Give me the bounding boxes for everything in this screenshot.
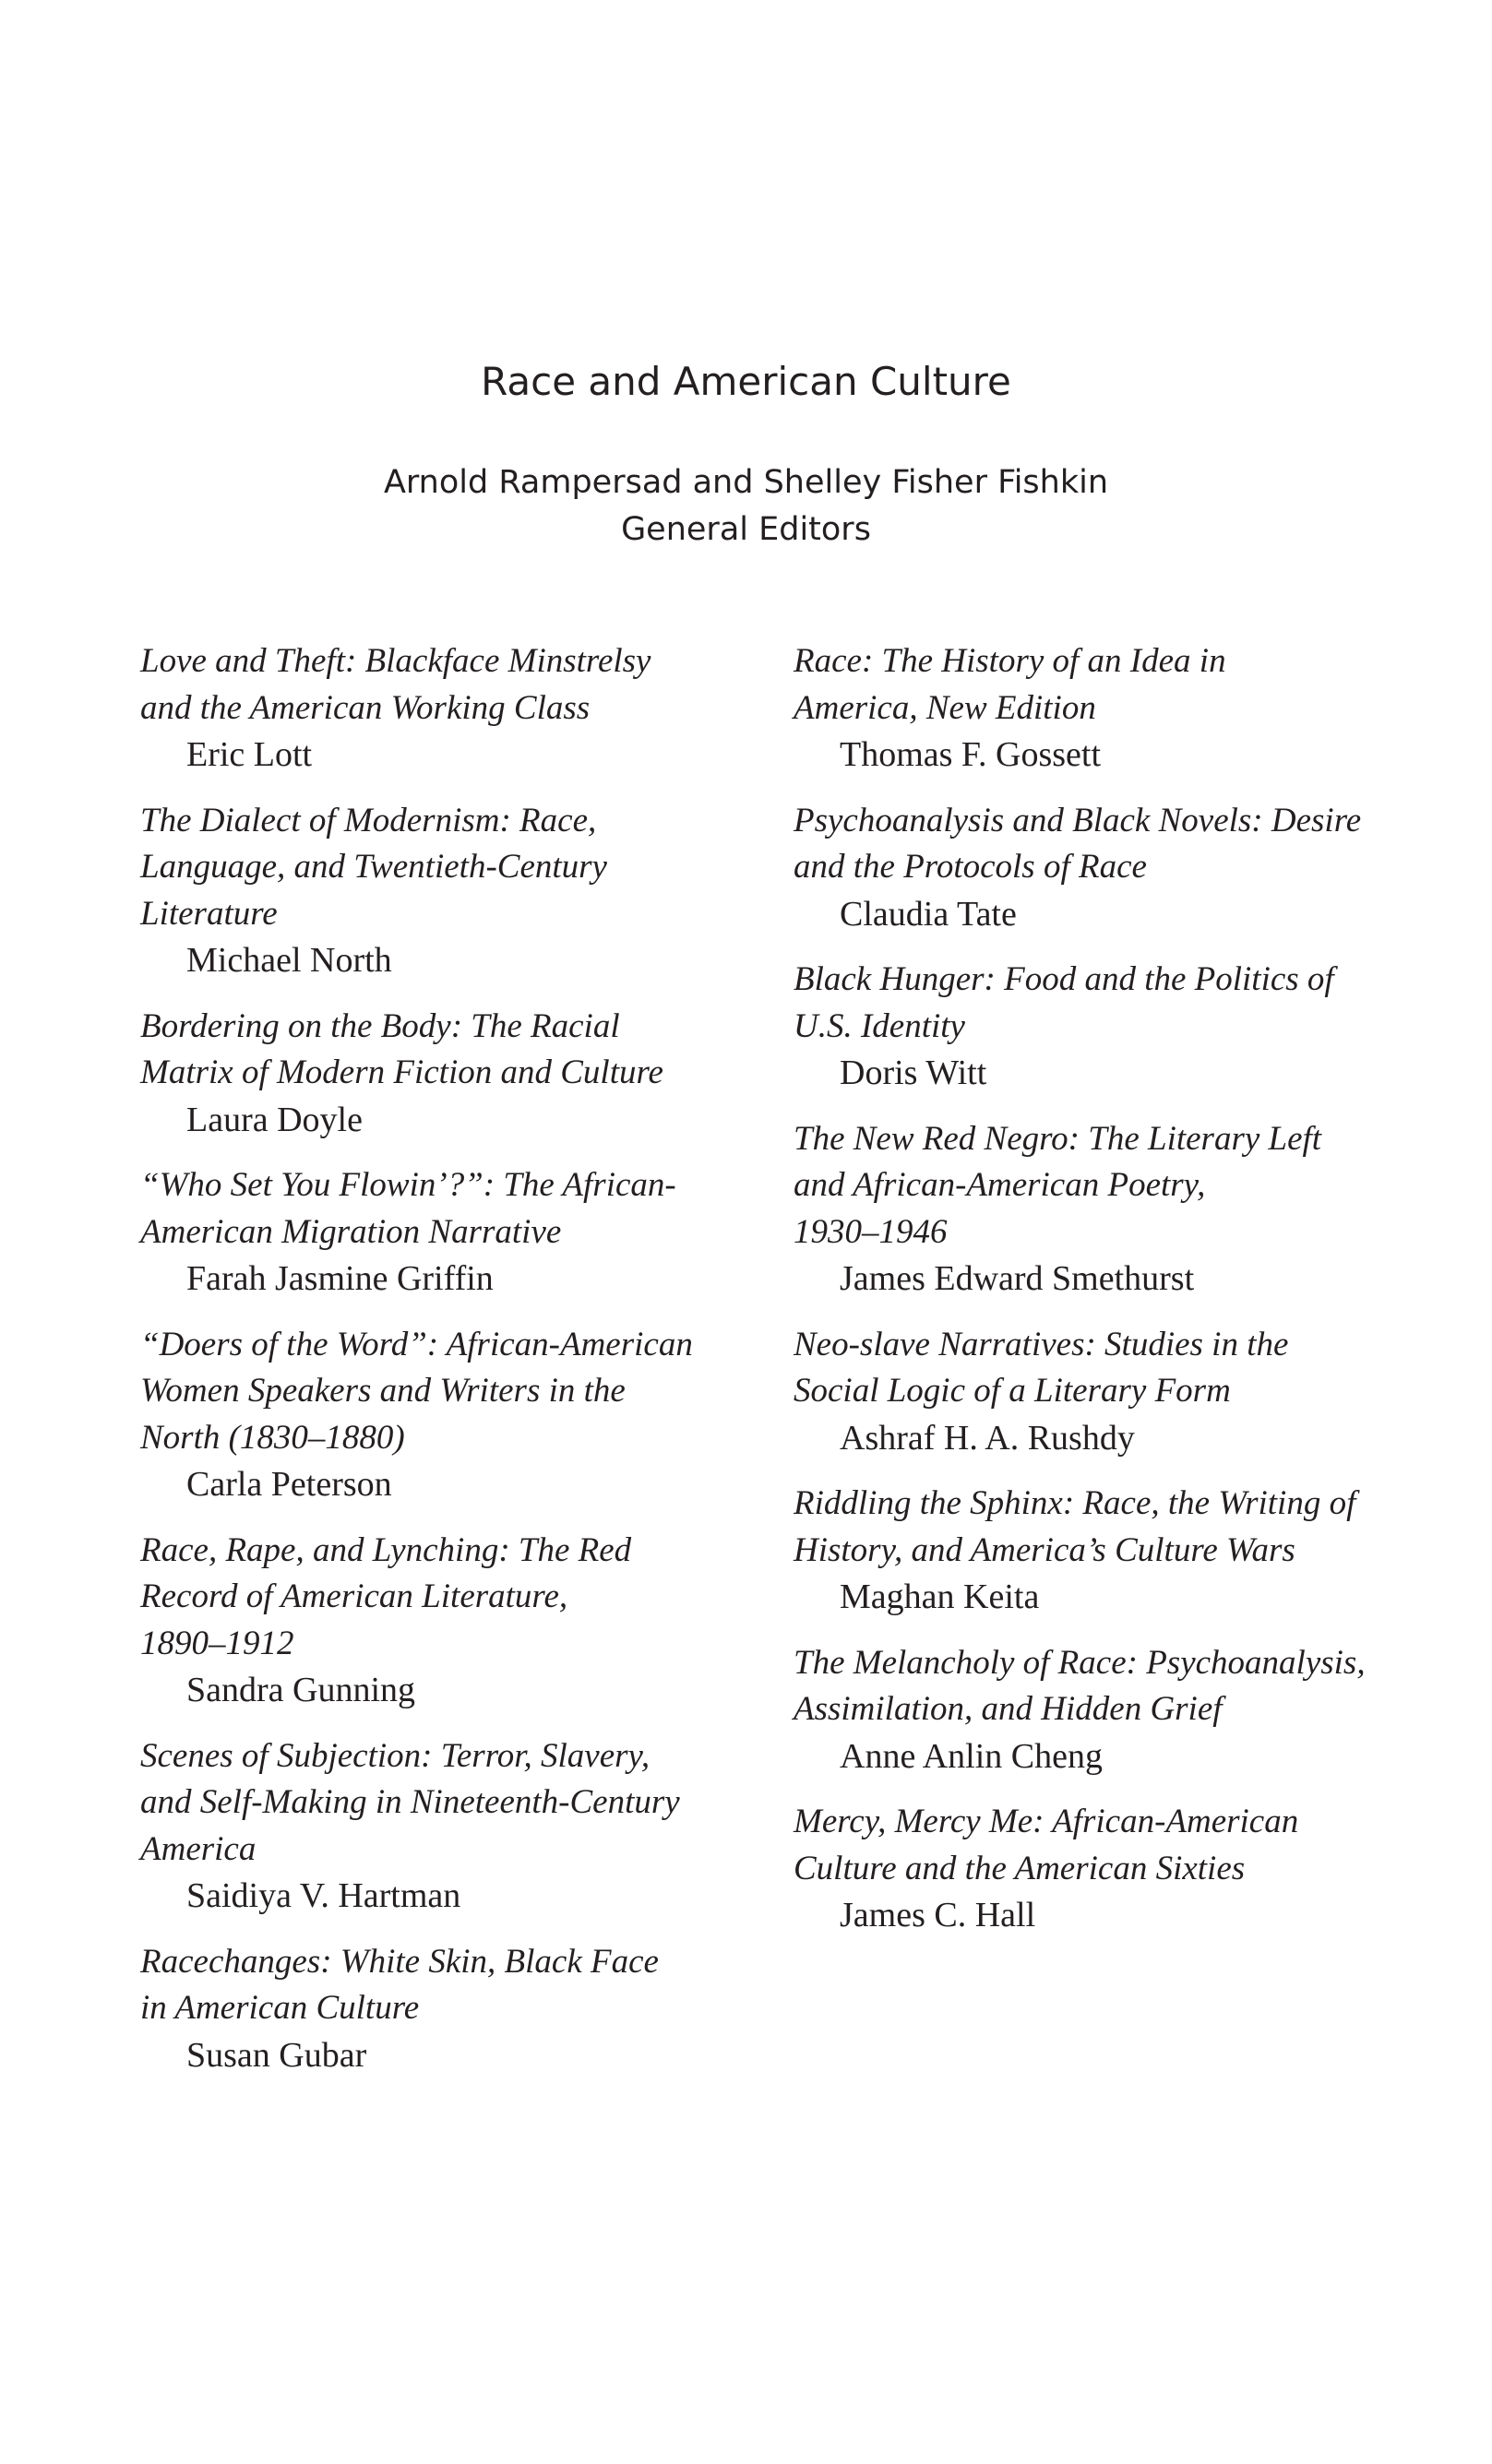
book-title-line: The New Red Negro: The Literary Left <box>794 1119 1322 1158</box>
general-editors <box>0 459 1492 554</box>
editors-role: General Editors <box>621 511 871 548</box>
book-title-line: Literature <box>140 894 278 933</box>
book-entry <box>794 638 1402 779</box>
book-author: Anne Anlin Cheng <box>840 1736 1103 1776</box>
book-title-line: 1930–1946 <box>794 1212 948 1251</box>
book-title-line: Riddling the Sphinx: Race, the Writing of <box>794 1484 1356 1522</box>
book-title-line: “Doers of the Word”: African-American <box>140 1325 693 1363</box>
book-entry <box>140 798 749 984</box>
book-title-line: Culture and the American Sixties <box>794 1849 1246 1887</box>
book-entry <box>140 1162 749 1303</box>
book-title-line: America, New Edition <box>794 688 1096 727</box>
book-author: Michael North <box>186 941 392 980</box>
series-list-right-column <box>794 638 1402 1958</box>
book-author: Farah Jasmine Griffin <box>186 1259 494 1298</box>
book-entry <box>140 1939 749 2079</box>
book-title-line: and African-American Poetry, <box>794 1166 1206 1204</box>
book-entry <box>794 1640 1402 1780</box>
book-author: Eric Lott <box>186 735 313 774</box>
book-entry <box>794 798 1402 938</box>
book-author: James Edward Smethurst <box>840 1259 1195 1298</box>
book-title-line: The Melancholy of Race: Psychoanalysis, <box>794 1643 1366 1682</box>
book-entry <box>794 1116 1402 1303</box>
book-author: Carla Peterson <box>186 1465 392 1504</box>
book-entry <box>794 1481 1402 1621</box>
book-title-line: Racechanges: White Skin, Black Face <box>140 1942 659 1981</box>
book-title-line: “Who Set You Flowin’?”: The African- <box>140 1166 676 1204</box>
book-title-line: Mercy, Mercy Me: African-American <box>794 1803 1299 1840</box>
book-title-line: Language, and Twentieth-Century <box>140 848 607 886</box>
book-title-line: Record of American Literature, <box>140 1577 568 1615</box>
editors-names: Arnold Rampersad and Shelley Fisher Fishkin <box>383 464 1109 501</box>
book-author: Maghan Keita <box>840 1577 1040 1616</box>
book-title-line: Matrix of Modern Fiction and Culture <box>140 1053 663 1091</box>
book-author: Saidiya V. Hartman <box>186 1876 461 1915</box>
book-title-line: Race, Rape, and Lynching: The Red <box>140 1530 632 1569</box>
book-title-line: Black Hunger: Food and the Politics of <box>794 960 1334 998</box>
book-author: Laura Doyle <box>186 1100 363 1139</box>
book-entry <box>140 1322 749 1508</box>
book-entry <box>140 1733 749 1920</box>
book-author: James C. Hall <box>840 1896 1036 1934</box>
book-title-line: Social Logic of a Literary Form <box>794 1372 1231 1410</box>
book-entry <box>140 1004 749 1144</box>
book-title-line: and Self-Making in Nineteenth-Century <box>140 1783 680 1821</box>
book-title-line: Love and Theft: Blackface Minstrelsy <box>140 642 651 680</box>
book-author: Sandra Gunning <box>186 1671 416 1709</box>
book-title-line: in American Culture <box>140 1989 420 2027</box>
book-title-line: 1890–1912 <box>140 1624 294 1662</box>
series-list-left-column <box>140 638 749 2098</box>
book-title-line: Race: The History of an Idea in <box>794 642 1226 680</box>
book-author: Ashraf H. A. Rushdy <box>840 1418 1135 1458</box>
book-title-line: History, and America’s Culture Wars <box>794 1530 1295 1569</box>
book-title-line: The Dialect of Modernism: Race, <box>140 801 597 839</box>
book-title-line: and the American Working Class <box>140 688 591 727</box>
book-author: Doris Witt <box>840 1053 987 1092</box>
book-title-line: Scenes of Subjection: Terror, Slavery, <box>140 1736 651 1775</box>
book-title-line: North (1830–1880) <box>140 1418 405 1457</box>
book-author: Thomas F. Gossett <box>840 735 1102 774</box>
book-entry <box>140 1528 749 1714</box>
book-title-line: and the Protocols of Race <box>794 848 1147 886</box>
book-author: Claudia Tate <box>840 894 1017 934</box>
book-title-line: Psychoanalysis and Black Novels: Desire <box>794 801 1362 839</box>
book-entry <box>140 638 749 779</box>
book-author: Susan Gubar <box>186 2035 367 2075</box>
book-entry <box>794 957 1402 1097</box>
book-title-line: Bordering on the Body: The Racial <box>140 1006 620 1045</box>
book-title-line: Assimilation, and Hidden Grief <box>794 1690 1223 1728</box>
series-title: Race and American Culture <box>481 359 1011 404</box>
book-title-line: America <box>140 1829 257 1868</box>
book-title-line: American Migration Narrative <box>140 1212 562 1251</box>
book-entry <box>794 1322 1402 1462</box>
book-title-line: U.S. Identity <box>794 1006 965 1045</box>
book-title-line: Women Speakers and Writers in the <box>140 1372 626 1410</box>
book-entry <box>794 1799 1402 1939</box>
book-title-line: Neo-slave Narratives: Studies in the <box>794 1325 1289 1363</box>
